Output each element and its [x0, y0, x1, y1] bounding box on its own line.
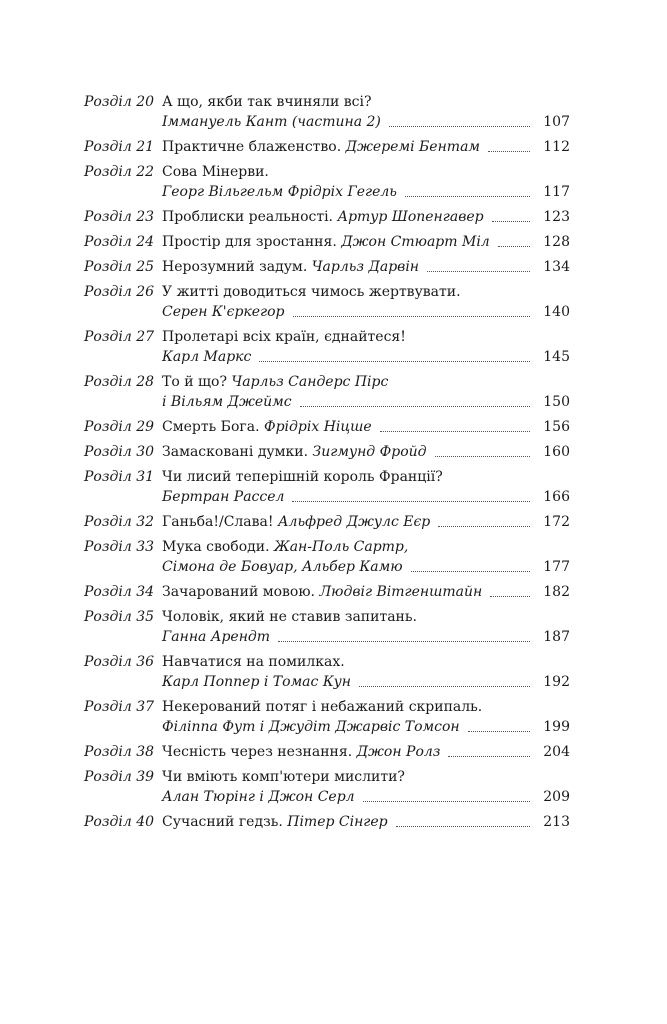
chapter-label: Розділ 35: [84, 609, 155, 625]
toc-entry[interactable]: [84, 327, 570, 367]
chapter-title-line: [162, 812, 570, 832]
page-number: 128: [543, 234, 570, 250]
chapter-label: Розділ 22: [84, 164, 155, 180]
chapter-title-line: [162, 232, 570, 252]
chapter-title: Чесність через незнання.: [162, 744, 357, 760]
toc-entry[interactable]: [84, 232, 570, 252]
chapter-author: Серен К'єркегор: [162, 304, 285, 320]
chapter-author: Альфред Джулс Еєр: [277, 514, 431, 530]
chapter-title: Мука свободи.: [162, 539, 274, 555]
chapter-author: Пітер Сінгер: [287, 814, 388, 830]
toc-entry[interactable]: [84, 582, 570, 602]
chapter-author: Філіппа Фут і Джудіт Джарвіс Томсон: [162, 719, 460, 735]
toc-entry[interactable]: [84, 607, 570, 647]
chapter-title: Сучасний гедзь.: [162, 814, 288, 830]
chapter-title-text: [162, 512, 430, 532]
chapter-title-line: [162, 417, 570, 437]
chapter-title: Навчатися на помилках.: [162, 654, 345, 670]
chapter-author: Зигмунд Фройд: [312, 444, 427, 460]
dot-leader: [380, 431, 530, 432]
chapter-title-line: [162, 557, 570, 577]
chapter-title-line: [162, 282, 570, 302]
dot-leader: [405, 196, 530, 197]
chapter-title: А що, якби так вчиняли всі?: [162, 94, 372, 110]
chapter-label: Розділ 20: [84, 94, 155, 110]
chapter-title-text: [162, 582, 482, 602]
chapter-title-block: [162, 742, 570, 762]
chapter-label: Розділ 25: [84, 259, 155, 275]
chapter-author: Жан-Поль Сартр,: [273, 539, 409, 555]
chapter-title-text: [162, 374, 388, 390]
chapter-title-block: [162, 442, 570, 462]
chapter-title-text: [162, 164, 269, 180]
chapter-title-text: [162, 742, 440, 762]
page-number: 160: [543, 444, 570, 460]
page-number: 150: [543, 394, 570, 410]
chapter-title-block: [162, 607, 570, 647]
chapter-title-line: [162, 467, 570, 487]
chapter-author: Джон Ролз: [356, 744, 441, 760]
toc-entry[interactable]: [84, 767, 570, 807]
chapter-title-text: [162, 812, 388, 832]
dot-leader: [292, 501, 530, 502]
toc-entry[interactable]: [84, 742, 570, 762]
toc-entry[interactable]: [84, 257, 570, 277]
chapter-author: Алан Тюрінг і Джон Серл: [162, 789, 355, 805]
chapter-author: і Вільям Джеймс: [162, 394, 292, 410]
chapter-title: Зачарований мовою.: [162, 584, 320, 600]
chapter-title-line: [162, 627, 570, 647]
chapter-title-text: [162, 787, 355, 807]
page-number: 209: [543, 789, 570, 805]
chapter-title-line: [162, 767, 570, 787]
page-number: 156: [543, 419, 570, 435]
page-number: 199: [543, 719, 570, 735]
chapter-title-line: [162, 347, 570, 367]
dot-leader: [396, 826, 530, 827]
chapter-label: Розділ 31: [84, 469, 155, 485]
chapter-author: Ганна Арендт: [162, 629, 271, 645]
chapter-title-line: [162, 92, 570, 112]
chapter-title: Ганьба!/Слава!: [162, 514, 278, 530]
chapter-label: Розділ 23: [84, 209, 155, 225]
chapter-title-block: [162, 417, 570, 437]
page-number: 172: [543, 514, 570, 530]
chapter-title-line: [162, 537, 570, 557]
dot-leader: [490, 596, 530, 597]
chapter-title-block: [162, 162, 570, 202]
chapter-title-line: [162, 607, 570, 627]
chapter-title-line: [162, 112, 570, 132]
chapter-label: Розділ 24: [84, 234, 155, 250]
dot-leader: [259, 361, 530, 362]
chapter-title-block: [162, 537, 570, 577]
chapter-title-line: [162, 717, 570, 737]
page-number: 134: [543, 259, 570, 275]
chapter-label: Розділ 27: [84, 329, 155, 345]
page-number: 166: [543, 489, 570, 505]
chapter-label: Розділ 28: [84, 374, 155, 390]
chapter-title-text: [162, 539, 408, 555]
chapter-title-text: [162, 137, 480, 157]
toc-entry[interactable]: [84, 417, 570, 437]
chapter-title-line: [162, 787, 570, 807]
dot-leader: [293, 316, 530, 317]
chapter-label: Розділ 39: [84, 769, 155, 785]
chapter-title: Простір для зростання.: [162, 234, 342, 250]
chapter-title-line: [162, 697, 570, 717]
chapter-title-text: [162, 232, 490, 252]
chapter-title-block: [162, 207, 570, 227]
dot-leader: [427, 271, 530, 272]
chapter-title: Чи лисий теперішній король Франції?: [162, 469, 443, 485]
page-number: 192: [543, 674, 570, 690]
chapter-title-line: [162, 162, 570, 182]
chapter-title-block: [162, 652, 570, 692]
chapter-title-block: [162, 812, 570, 832]
toc-entry[interactable]: [84, 372, 570, 412]
page-number: 182: [543, 584, 570, 600]
chapter-author: Фрідріх Ніцше: [263, 419, 372, 435]
page-number: 204: [543, 744, 570, 760]
chapter-title-block: [162, 282, 570, 322]
dot-leader: [359, 686, 530, 687]
chapter-title-text: [162, 654, 345, 670]
chapter-title-line: [162, 207, 570, 227]
chapter-title-text: [162, 557, 403, 577]
chapter-title-block: [162, 767, 570, 807]
chapter-title-line: [162, 302, 570, 322]
chapter-title: Замасковані думки.: [162, 444, 313, 460]
dot-leader: [492, 221, 530, 222]
chapter-label: Розділ 21: [84, 139, 155, 155]
chapter-title-text: [162, 672, 351, 692]
chapter-title: Чоловік, який не ставив запитань.: [162, 609, 417, 625]
chapter-label: Розділ 38: [84, 744, 155, 760]
dot-leader: [438, 526, 530, 527]
chapter-label: Розділ 34: [84, 584, 155, 600]
chapter-title-text: [162, 627, 270, 647]
chapter-label: Розділ 36: [84, 654, 155, 670]
toc-entry[interactable]: [84, 537, 570, 577]
chapter-label: Розділ 37: [84, 699, 155, 715]
chapter-title-block: [162, 697, 570, 737]
chapter-title: Практичне блаженство.: [162, 139, 346, 155]
chapter-title-line: [162, 652, 570, 672]
chapter-title: Сова Мінерви.: [162, 164, 269, 180]
chapter-title-block: [162, 582, 570, 602]
chapter-title-text: [162, 182, 397, 202]
dot-leader: [498, 246, 530, 247]
table-of-contents: [84, 92, 570, 837]
page-number: 123: [543, 209, 570, 225]
chapter-title-block: [162, 467, 570, 507]
chapter-title-line: [162, 327, 570, 347]
toc-entry[interactable]: [84, 652, 570, 692]
page-number: 140: [543, 304, 570, 320]
chapter-title-text: [162, 392, 292, 412]
chapter-title: У житті доводиться чимось жертвувати.: [162, 284, 461, 300]
chapter-title-line: [162, 442, 570, 462]
dot-leader: [468, 731, 530, 732]
chapter-title-line: [162, 582, 570, 602]
chapter-author: Людвіг Вітгенштайн: [319, 584, 483, 600]
chapter-title-text: [162, 329, 406, 345]
chapter-title-text: [162, 207, 484, 227]
chapter-author: Георг Вільгельм Фрідріх Гегель: [162, 184, 397, 200]
chapter-label: Розділ 32: [84, 514, 155, 530]
chapter-author: Сімона де Бовуар, Альбер Камю: [162, 559, 403, 575]
chapter-title: Пролетарі всіх країн, єднайтеся!: [162, 329, 406, 345]
chapter-label: Розділ 29: [84, 419, 155, 435]
chapter-title-line: [162, 182, 570, 202]
chapter-author: Чарльз Дарвін: [311, 259, 420, 275]
chapter-title-line: [162, 512, 570, 532]
chapter-author: Джеремі Бентам: [345, 139, 481, 155]
chapter-title-block: [162, 372, 570, 412]
page-number: 213: [543, 814, 570, 830]
dot-leader: [363, 801, 530, 802]
dot-leader: [448, 756, 530, 757]
chapter-title-text: [162, 487, 284, 507]
chapter-title: Проблиски реальності.: [162, 209, 338, 225]
dot-leader: [300, 406, 530, 407]
chapter-title-text: [162, 699, 482, 715]
chapter-author: Іммануель Кант (частина 2): [162, 114, 381, 130]
chapter-title-text: [162, 94, 372, 110]
toc-entry[interactable]: [84, 282, 570, 322]
chapter-title: Нерозумний задум.: [162, 259, 312, 275]
chapter-author: Карл Поппер і Томас Кун: [162, 674, 351, 690]
chapter-title-block: [162, 232, 570, 252]
page-number: 145: [543, 349, 570, 365]
chapter-title-text: [162, 112, 381, 132]
chapter-title: Смерть Бога.: [162, 419, 264, 435]
chapter-title-block: [162, 327, 570, 367]
page-number: 107: [543, 114, 570, 130]
chapter-title-line: [162, 372, 570, 392]
chapter-title: Чи вміють комп'ютери мислити?: [162, 769, 405, 785]
toc-entry[interactable]: [84, 697, 570, 737]
chapter-label: Розділ 26: [84, 284, 155, 300]
chapter-author: Джон Стюарт Міл: [341, 234, 490, 250]
chapter-title-block: [162, 512, 570, 532]
chapter-title-text: [162, 302, 285, 322]
chapter-title-text: [162, 769, 405, 785]
toc-entry[interactable]: [84, 812, 570, 832]
page-number: 177: [543, 559, 570, 575]
toc-entry[interactable]: [84, 92, 570, 132]
chapter-title-block: [162, 92, 570, 132]
dot-leader: [389, 126, 530, 127]
chapter-title-text: [162, 347, 251, 367]
chapter-author: Карл Маркс: [162, 349, 252, 365]
chapter-author: Чарльз Сандерс Пірс: [231, 374, 389, 390]
page-number: 187: [543, 629, 570, 645]
chapter-label: Розділ 40: [84, 814, 155, 830]
chapter-title-block: [162, 137, 570, 157]
chapter-title-line: [162, 742, 570, 762]
chapter-title-line: [162, 257, 570, 277]
chapter-author: Бертран Рассел: [162, 489, 285, 505]
chapter-title-text: [162, 442, 427, 462]
chapter-title-line: [162, 487, 570, 507]
dot-leader: [488, 151, 530, 152]
page-number: 112: [543, 139, 570, 155]
toc-entry[interactable]: [84, 162, 570, 202]
chapter-title-line: [162, 392, 570, 412]
dot-leader: [435, 456, 530, 457]
chapter-title: То й що?: [162, 374, 232, 390]
toc-entry[interactable]: [84, 137, 570, 157]
chapter-title-text: [162, 284, 461, 300]
toc-entry[interactable]: [84, 442, 570, 462]
chapter-title-text: [162, 417, 372, 437]
chapter-title-text: [162, 257, 419, 277]
chapter-title-text: [162, 469, 443, 485]
chapter-title-line: [162, 137, 570, 157]
chapter-title-text: [162, 609, 417, 625]
toc-entry[interactable]: [84, 467, 570, 507]
chapter-title-line: [162, 672, 570, 692]
dot-leader: [278, 641, 530, 642]
chapter-title: Некерований потяг і небажаний скрипаль.: [162, 699, 483, 715]
chapter-label: Розділ 33: [84, 539, 155, 555]
toc-entry[interactable]: [84, 512, 570, 532]
chapter-label: Розділ 30: [84, 444, 155, 460]
chapter-title-text: [162, 717, 460, 737]
dot-leader: [411, 571, 530, 572]
chapter-title-block: [162, 257, 570, 277]
page-number: 117: [543, 184, 570, 200]
chapter-author: Артур Шопенгавер: [337, 209, 484, 225]
toc-entry[interactable]: [84, 207, 570, 227]
